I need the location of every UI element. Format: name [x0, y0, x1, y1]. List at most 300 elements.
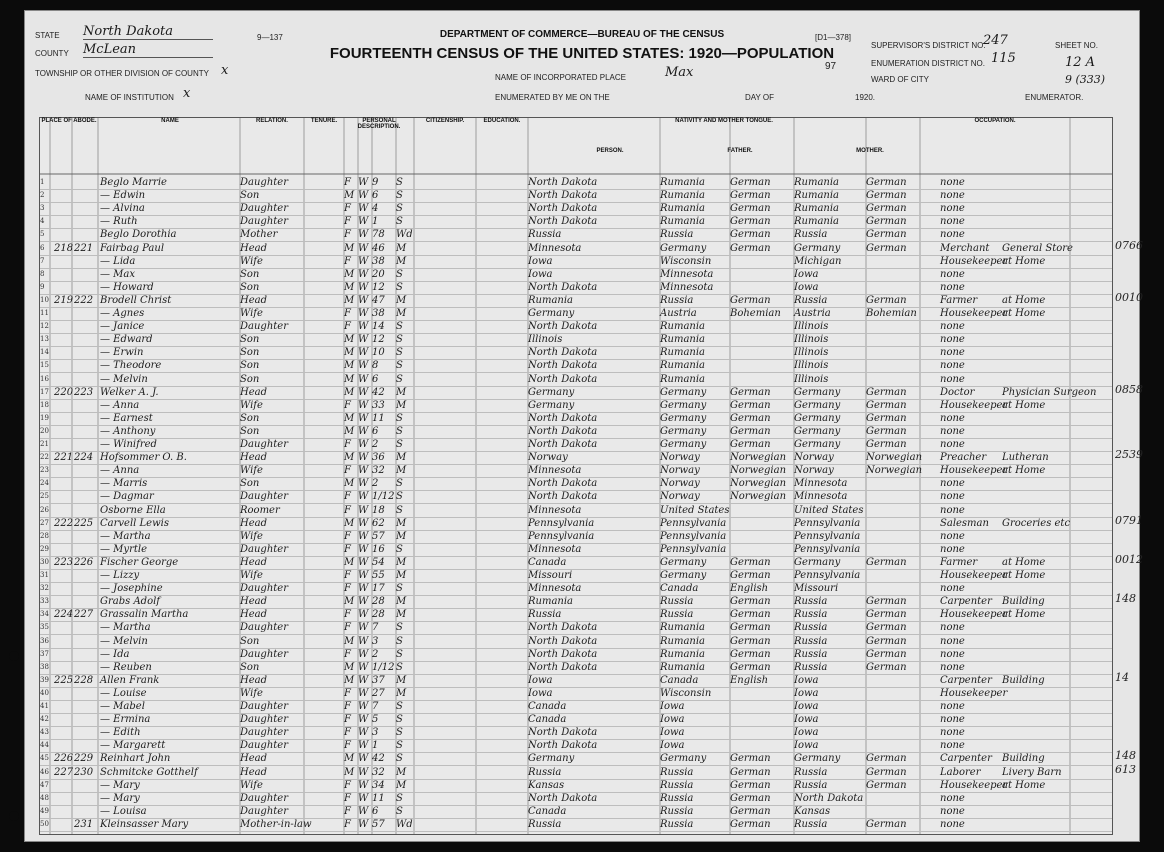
cell-mbp: Rumania: [794, 203, 840, 215]
cell-ind: Building: [1002, 674, 1045, 686]
cell-rel: Head: [240, 452, 268, 464]
cell-occ: Housekeeper: [940, 308, 1008, 319]
cell-age: 6: [372, 190, 379, 202]
census-table: [39, 117, 1113, 835]
cell-age: 38: [372, 255, 385, 267]
cell-occ: none: [940, 504, 965, 516]
census-row: [40, 202, 1112, 216]
cell-fbp: Rumania: [660, 373, 706, 385]
cell-name: — Dagmar: [100, 491, 154, 503]
census-row: [40, 569, 1112, 583]
cell-age: 6: [372, 805, 379, 817]
cell-race: W: [358, 281, 369, 293]
cell-bp: North Dakota: [528, 190, 598, 202]
institution-value: x: [183, 86, 191, 101]
cell-ind: Groceries etc: [1002, 517, 1071, 529]
cell-fbp: Rumania: [660, 347, 706, 359]
cell-sex: F: [344, 439, 351, 450]
cell-ms: M: [396, 766, 407, 778]
cell-n: 31: [40, 571, 49, 579]
cell-fbp: Russia: [660, 596, 694, 608]
cell-mt: German: [866, 635, 907, 647]
cell-occ: none: [940, 818, 965, 830]
cell-sex: M: [344, 478, 355, 490]
cell-ft: English: [730, 674, 769, 686]
cell-race: W: [358, 766, 369, 778]
cell-sex: F: [344, 727, 351, 739]
cell-age: 1: [372, 216, 379, 228]
cell-fbp: Rumania: [660, 648, 706, 660]
cell-fbp: Russia: [660, 792, 694, 804]
cell-name: — Martha: [100, 622, 151, 634]
cell-n: 33: [40, 597, 49, 606]
cell-race: W: [358, 504, 369, 516]
cell-occ: none: [940, 439, 965, 450]
cell-fa: 226: [74, 556, 94, 568]
margin-note: 148: [1115, 592, 1136, 606]
cell-fbp: Russia: [660, 818, 694, 830]
cell-sex: M: [344, 661, 355, 673]
cell-mbp: Iowa: [794, 687, 819, 699]
cell-ms: S: [396, 583, 403, 595]
cell-mbp: Russia: [794, 779, 828, 791]
cell-rel: Head: [240, 517, 268, 529]
cell-ind: at Home: [1002, 255, 1046, 267]
cell-fbp: Russia: [660, 805, 694, 817]
cell-ft: German: [730, 203, 771, 215]
cell-rel: Son: [240, 373, 260, 385]
cell-bp: Germany: [528, 753, 575, 765]
cell-n: 19: [40, 413, 49, 422]
cell-ft: German: [730, 556, 771, 568]
cell-age: 11: [372, 412, 385, 424]
cell-n: 14: [40, 348, 49, 357]
cell-mt: German: [866, 753, 907, 765]
cell-race: W: [358, 818, 369, 830]
cell-mbp: Rumania: [794, 177, 840, 188]
cell-age: 6: [372, 425, 379, 437]
cell-fbp: Rumania: [660, 635, 706, 647]
enumerator-label: ENUMERATOR.: [1025, 93, 1084, 102]
census-row: [40, 779, 1112, 793]
cell-ft: German: [730, 661, 771, 673]
cell-rel: Head: [240, 753, 268, 765]
cell-bp: North Dakota: [528, 281, 598, 293]
cell-name: — Anna: [100, 399, 140, 411]
cell-fbp: Germany: [660, 753, 707, 765]
cell-name: — Louisa: [100, 805, 147, 817]
cell-ms: M: [396, 570, 407, 581]
cell-ind: at Home: [1002, 308, 1046, 319]
cell-race: W: [358, 334, 369, 346]
cell-ms: S: [396, 177, 403, 188]
cell-ms: S: [396, 714, 403, 726]
cell-bp: Pennsylvania: [528, 530, 595, 542]
cell-occ: none: [940, 635, 965, 647]
cell-mbp: Kansas: [794, 805, 831, 817]
cell-mbp: Germany: [794, 242, 841, 254]
cell-ms: M: [396, 556, 407, 568]
cell-race: W: [358, 779, 369, 791]
day-label: DAY OF: [745, 93, 775, 102]
cell-ft: German: [730, 792, 771, 804]
census-row: [40, 792, 1112, 806]
census-sheet: [24, 10, 1143, 842]
cell-age: 37: [372, 674, 385, 686]
cell-race: W: [358, 622, 369, 634]
cell-sex: F: [344, 792, 351, 804]
cell-name: — Melvin: [100, 635, 148, 647]
cell-mbp: Norway: [794, 465, 834, 477]
census-row: [40, 255, 1112, 269]
cell-ind: Lutheran: [1002, 452, 1049, 464]
cell-occ: Farmer: [940, 294, 978, 306]
cell-name: — Lida: [100, 255, 136, 267]
cell-race: W: [358, 727, 369, 739]
cell-age: 42: [372, 753, 385, 765]
cell-sex: M: [344, 674, 355, 686]
cell-age: 38: [372, 308, 385, 319]
cell-race: W: [358, 321, 369, 333]
census-row: [40, 320, 1112, 334]
cell-sex: M: [344, 556, 355, 568]
cell-fbp: Pennsylvania: [660, 530, 727, 542]
cell-mbp: Iowa: [794, 268, 819, 280]
cell-rel: Daughter: [240, 714, 288, 726]
cell-mbp: Germany: [794, 425, 841, 437]
cell-sex: M: [344, 268, 355, 280]
cell-fbp: Rumania: [660, 177, 706, 188]
cell-bp: Illinois: [528, 334, 563, 346]
cell-age: 28: [372, 609, 385, 621]
cell-age: 12: [372, 281, 385, 293]
cell-race: W: [358, 412, 369, 424]
township-label: TOWNSHIP OR OTHER DIVISION OF COUNTY: [35, 69, 209, 78]
cell-bp: North Dakota: [528, 648, 598, 660]
cell-name: — Ruth: [100, 216, 138, 228]
cell-age: 1/12: [372, 661, 395, 673]
cell-ft: German: [730, 294, 771, 306]
cell-sex: M: [344, 190, 355, 202]
cell-mt: German: [866, 622, 907, 634]
cell-name: — Edwin: [100, 190, 146, 202]
cell-age: 55: [372, 570, 385, 581]
cell-age: 1/12: [372, 491, 395, 503]
cell-rel: Mother-in-law: [240, 818, 312, 830]
cell-fa: 230: [74, 766, 94, 778]
cell-n: 29: [40, 544, 49, 553]
cell-occ: Doctor: [940, 386, 975, 398]
census-row: [40, 648, 1112, 662]
cell-name: Beglo Marrie: [100, 177, 167, 188]
cell-occ: Housekeeper: [940, 779, 1008, 791]
cell-rel: Head: [240, 596, 268, 608]
cell-occ: none: [940, 216, 965, 228]
institution-label: NAME OF INSTITUTION: [85, 93, 174, 102]
group-name: NAME: [161, 118, 179, 124]
cell-race: W: [358, 714, 369, 726]
census-row: [40, 595, 1112, 609]
cell-age: 5: [372, 714, 379, 726]
cell-mbp: Russia: [794, 648, 828, 660]
cell-occ: Housekeeper: [940, 399, 1008, 411]
cell-fbp: Rumania: [660, 190, 706, 202]
cell-rel: Daughter: [240, 491, 288, 503]
cell-mt: German: [866, 766, 907, 778]
cell-sex: F: [344, 216, 351, 228]
cell-race: W: [358, 386, 369, 398]
cell-mbp: Illinois: [794, 334, 829, 346]
cell-ft: German: [730, 190, 771, 202]
cell-race: W: [358, 740, 369, 752]
cell-race: W: [358, 635, 369, 647]
census-row: [40, 281, 1112, 295]
supervisor-value: 247: [983, 33, 1008, 48]
cell-occ: none: [940, 491, 965, 503]
cell-rel: Son: [240, 635, 260, 647]
cell-sex: M: [344, 281, 355, 293]
county-value: McLean: [83, 42, 213, 58]
cell-occ: Housekeeper: [940, 687, 1008, 699]
cell-ind: Building: [1002, 753, 1045, 765]
cell-race: W: [358, 687, 369, 699]
cell-occ: none: [940, 714, 965, 726]
cell-mbp: Iowa: [794, 714, 819, 726]
cell-ft: German: [730, 596, 771, 608]
cell-rel: Daughter: [240, 203, 288, 215]
cell-sex: F: [344, 491, 351, 503]
census-row: [40, 386, 1112, 400]
cell-bp: North Dakota: [528, 622, 598, 634]
cell-mbp: Germany: [794, 439, 841, 450]
cell-n: 7: [40, 256, 45, 265]
cell-race: W: [358, 570, 369, 581]
census-row: [40, 504, 1112, 518]
cell-ms: M: [396, 596, 407, 608]
group-personal: PERSONAL DESCRIPTION.: [357, 118, 401, 130]
cell-mt: German: [866, 242, 907, 254]
sub-mother: MOTHER.: [856, 148, 884, 154]
cell-race: W: [358, 674, 369, 686]
cell-rel: Son: [240, 661, 260, 673]
cell-ind: General Store: [1002, 242, 1073, 254]
cell-sex: F: [344, 687, 351, 699]
cell-ft: German: [730, 439, 771, 450]
margin-note: 2539: [1115, 448, 1143, 462]
cell-age: 6: [372, 373, 379, 385]
cell-bp: North Dakota: [528, 491, 598, 503]
cell-mt: German: [866, 412, 907, 424]
cell-n: 48: [40, 793, 49, 802]
cell-age: 57: [372, 530, 385, 542]
cell-age: 42: [372, 386, 385, 398]
cell-mbp: Pennsylvania: [794, 543, 861, 555]
cell-fbp: Russia: [660, 229, 694, 241]
cell-ms: S: [396, 805, 403, 817]
cell-ft: German: [730, 386, 771, 398]
cell-ms: S: [396, 622, 403, 634]
margin-note: 0858: [1115, 382, 1143, 396]
cell-occ: none: [940, 268, 965, 280]
census-row: [40, 621, 1112, 635]
cell-age: 54: [372, 556, 385, 568]
census-row: [40, 294, 1112, 308]
cell-rel: Wife: [240, 399, 263, 411]
cell-dw: 218: [54, 242, 74, 254]
cell-name: Kleinsasser Mary: [100, 818, 189, 830]
cell-mbp: Germany: [794, 399, 841, 411]
cell-n: 9: [40, 282, 45, 291]
cell-occ: Carpenter: [940, 674, 992, 686]
cell-mt: German: [866, 556, 907, 568]
cell-name: Fischer George: [100, 556, 179, 568]
state-value: North Dakota: [83, 24, 213, 40]
margin-note: 0791: [1115, 513, 1143, 527]
cell-race: W: [358, 255, 369, 267]
cell-ft: German: [730, 177, 771, 188]
cell-n: 47: [40, 780, 49, 789]
census-row: [40, 674, 1112, 688]
cell-name: — Erwin: [100, 347, 144, 359]
cell-ms: M: [396, 674, 407, 686]
cell-mt: German: [866, 439, 907, 450]
cell-ft: German: [730, 216, 771, 228]
cell-bp: North Dakota: [528, 478, 598, 490]
cell-occ: none: [940, 373, 965, 385]
cell-mbp: Austria: [794, 308, 831, 319]
census-row: [40, 805, 1112, 819]
cell-mbp: Russia: [794, 661, 828, 673]
cell-age: 62: [372, 517, 385, 529]
cell-fbp: Rumania: [660, 661, 706, 673]
cell-occ: none: [940, 792, 965, 804]
census-row: [40, 412, 1112, 426]
cell-fa: 223: [74, 386, 94, 398]
census-row: [40, 713, 1112, 727]
cell-bp: Germany: [528, 308, 575, 319]
cell-dw: 226: [54, 753, 74, 765]
cell-ind: at Home: [1002, 609, 1046, 621]
cell-name: — Mary: [100, 792, 140, 804]
margin-note: 613: [1115, 762, 1136, 776]
cell-age: 47: [372, 294, 385, 306]
cell-rel: Daughter: [240, 321, 288, 333]
cell-ft: English: [730, 583, 769, 595]
cell-ft: German: [730, 648, 771, 660]
cell-rel: Daughter: [240, 177, 288, 188]
cell-mt: German: [866, 177, 907, 188]
census-row: [40, 215, 1112, 229]
census-row: [40, 818, 1112, 832]
cell-rel: Daughter: [240, 216, 288, 228]
cell-mt: German: [866, 425, 907, 437]
cell-age: 3: [372, 635, 379, 647]
cell-fbp: Rumania: [660, 622, 706, 634]
cell-fbp: Iowa: [660, 701, 685, 712]
cell-fbp: Pennsylvania: [660, 517, 727, 529]
cell-name: Brodell Christ: [100, 294, 172, 306]
cell-rel: Son: [240, 268, 260, 280]
cell-ind: at Home: [1002, 556, 1046, 568]
cell-age: 18: [372, 504, 385, 516]
margin-note: 14: [1115, 670, 1129, 684]
census-row: [40, 333, 1112, 347]
cell-name: Fairbag Paul: [100, 242, 165, 254]
cell-mt: German: [866, 190, 907, 202]
cell-name: — Alvina: [100, 203, 145, 215]
cell-age: 28: [372, 596, 385, 608]
cell-mbp: Pennsylvania: [794, 570, 861, 581]
cell-age: 2: [372, 648, 379, 660]
cell-sex: F: [344, 177, 351, 188]
cell-sex: F: [344, 779, 351, 791]
cell-race: W: [358, 583, 369, 595]
cell-bp: Russia: [528, 766, 562, 778]
cell-mbp: Pennsylvania: [794, 517, 861, 529]
cell-age: 1: [372, 740, 379, 752]
cell-sex: M: [344, 596, 355, 608]
cell-name: — Myrtle: [100, 543, 147, 555]
cell-mbp: Minnesota: [794, 478, 848, 490]
cell-ft: German: [730, 229, 771, 241]
cell-fbp: Canada: [660, 674, 699, 686]
cell-occ: none: [940, 661, 965, 673]
cell-rel: Daughter: [240, 805, 288, 817]
cell-sex: F: [344, 530, 351, 542]
cell-fa: 221: [74, 242, 94, 254]
township-value: x: [221, 63, 229, 78]
cell-rel: Wife: [240, 308, 263, 319]
cell-race: W: [358, 648, 369, 660]
cell-age: 46: [372, 242, 385, 254]
cell-ms: S: [396, 491, 403, 503]
cell-ms: S: [396, 425, 403, 437]
cell-mt: German: [866, 661, 907, 673]
cell-fbp: Norway: [660, 452, 700, 464]
cell-n: 50: [40, 819, 49, 828]
cell-sex: F: [344, 648, 351, 660]
cell-rel: Head: [240, 294, 268, 306]
cell-n: 36: [40, 636, 49, 645]
cell-ind: at Home: [1002, 294, 1046, 306]
cell-name: — Ermina: [100, 714, 151, 726]
cell-n: 1: [40, 178, 45, 186]
enumerated-label: ENUMERATED BY ME ON THE: [495, 93, 610, 102]
cell-sex: M: [344, 360, 355, 372]
cell-ms: S: [396, 792, 403, 804]
cell-ft: German: [730, 753, 771, 765]
cell-name: — Theodore: [100, 360, 162, 372]
cell-mt: German: [866, 216, 907, 228]
cell-sex: M: [344, 753, 355, 765]
cell-occ: none: [940, 360, 965, 372]
census-row: [40, 635, 1112, 649]
cell-ft: German: [730, 412, 771, 424]
cell-sex: F: [344, 543, 351, 555]
census-row: [40, 700, 1112, 714]
cell-race: W: [358, 347, 369, 359]
cell-occ: Laborer: [940, 766, 981, 778]
cell-name: — Marris: [100, 478, 148, 490]
cell-occ: none: [940, 229, 965, 241]
cell-bp: North Dakota: [528, 203, 598, 215]
county-label: COUNTY: [35, 49, 69, 58]
cell-fbp: Germany: [660, 556, 707, 568]
cell-bp: Rumania: [528, 596, 574, 608]
cell-race: W: [358, 216, 369, 228]
cell-fbp: Norway: [660, 491, 700, 503]
census-row: [40, 766, 1112, 780]
